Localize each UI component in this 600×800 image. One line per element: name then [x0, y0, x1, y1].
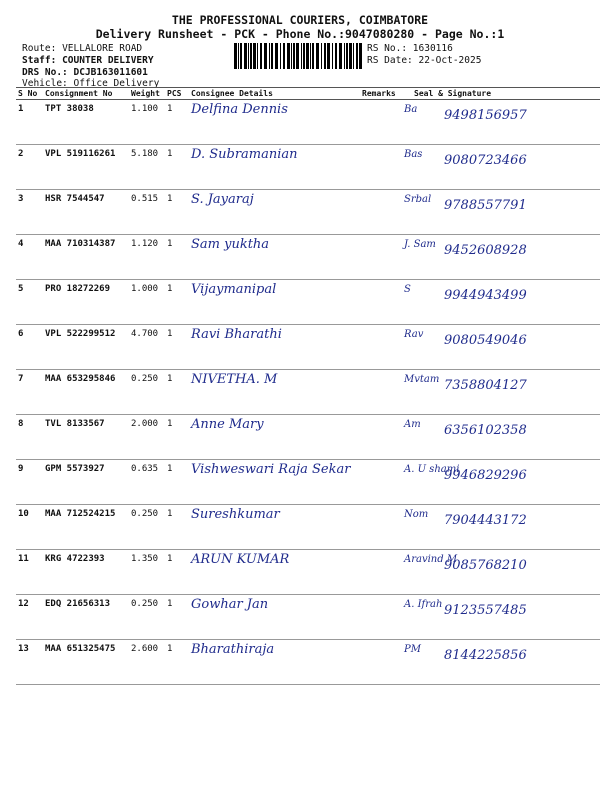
- row-seal-signature: [400, 505, 600, 550]
- row-phone: 9788557791: [444, 198, 527, 213]
- row-phone: 9498156957: [444, 108, 527, 123]
- row-consignee: Bharathiraja: [189, 640, 360, 685]
- row-signature-mark: Am: [404, 419, 421, 430]
- col-consignee: Consignee Details: [189, 88, 360, 100]
- row-pcs: 1: [165, 550, 189, 595]
- row-weight: 0.250: [129, 595, 165, 640]
- row-consignee: Vishweswari Raja Sekar: [189, 460, 360, 505]
- row-pcs: 1: [165, 145, 189, 190]
- rs-date-value: 22-Oct-2025: [418, 55, 482, 66]
- row-sno: 11: [16, 550, 43, 595]
- row-seal-signature: [400, 550, 600, 595]
- row-sno: 10: [16, 505, 43, 550]
- row-seal-signature: [400, 640, 600, 685]
- row-remarks: [360, 235, 400, 280]
- row-weight: 1.350: [129, 550, 165, 595]
- row-pcs: 1: [165, 595, 189, 640]
- table-row: [16, 460, 600, 505]
- row-consignment: TVL 8133567: [43, 415, 129, 460]
- row-consignee: Sam yuktha: [189, 235, 360, 280]
- col-seal-signature: Seal & Signature: [400, 88, 600, 100]
- row-consignment: PRO 18272269: [43, 280, 129, 325]
- drs-label: DRS No.:: [22, 67, 68, 78]
- row-sno: 2: [16, 145, 43, 190]
- row-remarks: [360, 460, 400, 505]
- rs-no-label: RS No.:: [367, 43, 408, 54]
- row-weight: 1.000: [129, 280, 165, 325]
- row-signature-mark: Aravind M: [404, 554, 458, 565]
- table-row: [16, 415, 600, 460]
- row-consignment: TPT 38038: [43, 100, 129, 145]
- row-weight: 0.515: [129, 190, 165, 235]
- row-sno: 8: [16, 415, 43, 460]
- row-sno: 3: [16, 190, 43, 235]
- row-seal-signature: [400, 235, 600, 280]
- row-remarks: [360, 100, 400, 145]
- row-signature-mark: A. U shami: [404, 464, 460, 475]
- row-signature-mark: J. Sam: [404, 239, 436, 250]
- row-weight: 0.250: [129, 370, 165, 415]
- runsheet-table: [16, 87, 600, 685]
- col-consignment: Consignment No: [43, 88, 129, 100]
- drs-line: [22, 67, 148, 78]
- route-line: [22, 43, 142, 54]
- row-seal-signature: [400, 460, 600, 505]
- row-consignment: EDQ 21656313: [43, 595, 129, 640]
- row-phone: 8144225856: [444, 648, 527, 663]
- row-signature-mark: Nom: [404, 509, 429, 520]
- rs-no-value: 1630116: [412, 43, 453, 54]
- row-signature-mark: Mvtam: [404, 374, 440, 385]
- row-pcs: 1: [165, 415, 189, 460]
- table-row: [16, 190, 600, 235]
- row-signature-mark: Bas: [404, 149, 423, 160]
- row-signature-mark: S: [404, 284, 411, 295]
- route-value: VELLALORE ROAD: [62, 43, 143, 54]
- row-remarks: [360, 280, 400, 325]
- rs-date-label: RS Date:: [367, 55, 413, 66]
- row-pcs: 1: [165, 640, 189, 685]
- row-seal-signature: [400, 370, 600, 415]
- table-row: [16, 325, 600, 370]
- staff-value: COUNTER DELIVERY: [62, 55, 154, 66]
- table-row: [16, 100, 600, 145]
- row-consignee: S. Jayaraj: [189, 190, 360, 235]
- table-row: [16, 550, 600, 595]
- row-phone: 9123557485: [444, 603, 527, 618]
- row-seal-signature: [400, 415, 600, 460]
- table-row: [16, 640, 600, 685]
- row-phone: 9085768210: [444, 558, 527, 573]
- barcode: [233, 43, 363, 69]
- row-phone: 9944943499: [444, 288, 527, 303]
- row-remarks: [360, 505, 400, 550]
- row-pcs: 1: [165, 505, 189, 550]
- row-weight: 0.635: [129, 460, 165, 505]
- row-consignment: MAA 651325475: [43, 640, 129, 685]
- row-phone: 9080723466: [444, 153, 527, 168]
- row-phone: 9452608928: [444, 243, 527, 258]
- row-signature-mark: PM: [404, 644, 421, 655]
- row-pcs: 1: [165, 190, 189, 235]
- row-consignee: D. Subramanian: [189, 145, 360, 190]
- row-pcs: 1: [165, 100, 189, 145]
- row-consignee: Anne Mary: [189, 415, 360, 460]
- row-signature-mark: Rav: [404, 329, 424, 340]
- row-weight: 5.180: [129, 145, 165, 190]
- row-seal-signature: [400, 100, 600, 145]
- row-signature-mark: Ba: [404, 104, 418, 115]
- row-seal-signature: [400, 595, 600, 640]
- row-seal-signature: [400, 280, 600, 325]
- staff-line: [22, 55, 154, 66]
- row-weight: 0.250: [129, 505, 165, 550]
- row-pcs: 1: [165, 235, 189, 280]
- vehicle-label: Vehicle:: [22, 78, 68, 89]
- row-seal-signature: [400, 325, 600, 370]
- row-consignee: Delfina Dennis: [189, 100, 360, 145]
- row-remarks: [360, 640, 400, 685]
- rs-date-line: [367, 55, 481, 66]
- route-label: Route:: [22, 43, 57, 54]
- row-seal-signature: [400, 190, 600, 235]
- row-remarks: [360, 550, 400, 595]
- row-phone: 9080549046: [444, 333, 527, 348]
- staff-label: Staff:: [22, 55, 57, 66]
- row-signature-mark: Srbal: [404, 194, 432, 205]
- row-sno: 5: [16, 280, 43, 325]
- table-row: [16, 505, 600, 550]
- table-row: [16, 280, 600, 325]
- row-weight: 2.000: [129, 415, 165, 460]
- row-phone: 9946829296: [444, 468, 527, 483]
- row-consignment: GPM 5573927: [43, 460, 129, 505]
- vehicle-value: Office Delivery: [73, 78, 160, 89]
- row-phone: 7358804127: [444, 378, 527, 393]
- rs-no-line: [367, 43, 453, 54]
- col-sno: S No: [16, 88, 43, 100]
- table-row: [16, 145, 600, 190]
- row-consignment: MAA 653295846: [43, 370, 129, 415]
- row-sno: 1: [16, 100, 43, 145]
- row-sno: 12: [16, 595, 43, 640]
- row-sno: 4: [16, 235, 43, 280]
- row-consignee: Gowhar Jan: [189, 595, 360, 640]
- table-row: [16, 370, 600, 415]
- col-weight: Weight: [129, 88, 165, 100]
- table-row: [16, 595, 600, 640]
- row-remarks: [360, 370, 400, 415]
- col-remarks: Remarks: [360, 88, 400, 100]
- row-pcs: 1: [165, 370, 189, 415]
- row-phone: 7904443172: [444, 513, 527, 528]
- row-consignment: VPL 519116261: [43, 145, 129, 190]
- row-sno: 9: [16, 460, 43, 505]
- row-weight: 2.600: [129, 640, 165, 685]
- row-phone: 6356102358: [444, 423, 527, 438]
- row-consignment: MAA 712524215: [43, 505, 129, 550]
- row-consignee: ARUN KUMAR: [189, 550, 360, 595]
- row-consignee: Ravi Bharathi: [189, 325, 360, 370]
- row-remarks: [360, 595, 400, 640]
- row-sno: 13: [16, 640, 43, 685]
- table-row: [16, 235, 600, 280]
- row-weight: 4.700: [129, 325, 165, 370]
- company-title: THE PROFESSIONAL COURIERS, COIMBATORE: [171, 13, 429, 27]
- row-weight: 1.100: [129, 100, 165, 145]
- row-pcs: 1: [165, 460, 189, 505]
- row-remarks: [360, 325, 400, 370]
- row-sno: 6: [16, 325, 43, 370]
- table-header-row: [16, 88, 600, 100]
- runsheet-title: Delivery Runsheet - PCK - Phone No.:9047080280 - Page No.:1: [95, 27, 505, 41]
- row-signature-mark: A. Ifrah: [404, 599, 443, 610]
- row-consignee: NIVETHA. M: [189, 370, 360, 415]
- row-remarks: [360, 190, 400, 235]
- row-consignment: VPL 522299512: [43, 325, 129, 370]
- row-consignee: Sureshkumar: [189, 505, 360, 550]
- row-weight: 1.120: [129, 235, 165, 280]
- row-consignment: HSR 7544547: [43, 190, 129, 235]
- row-seal-signature: [400, 145, 600, 190]
- row-consignment: MAA 710314387: [43, 235, 129, 280]
- drs-value: DCJB163011601: [73, 67, 148, 78]
- row-remarks: [360, 145, 400, 190]
- row-consignment: KRG 4722393: [43, 550, 129, 595]
- row-consignee: Vijaymanipal: [189, 280, 360, 325]
- row-pcs: 1: [165, 325, 189, 370]
- col-pcs: PCS: [165, 88, 189, 100]
- row-pcs: 1: [165, 280, 189, 325]
- row-sno: 7: [16, 370, 43, 415]
- row-remarks: [360, 415, 400, 460]
